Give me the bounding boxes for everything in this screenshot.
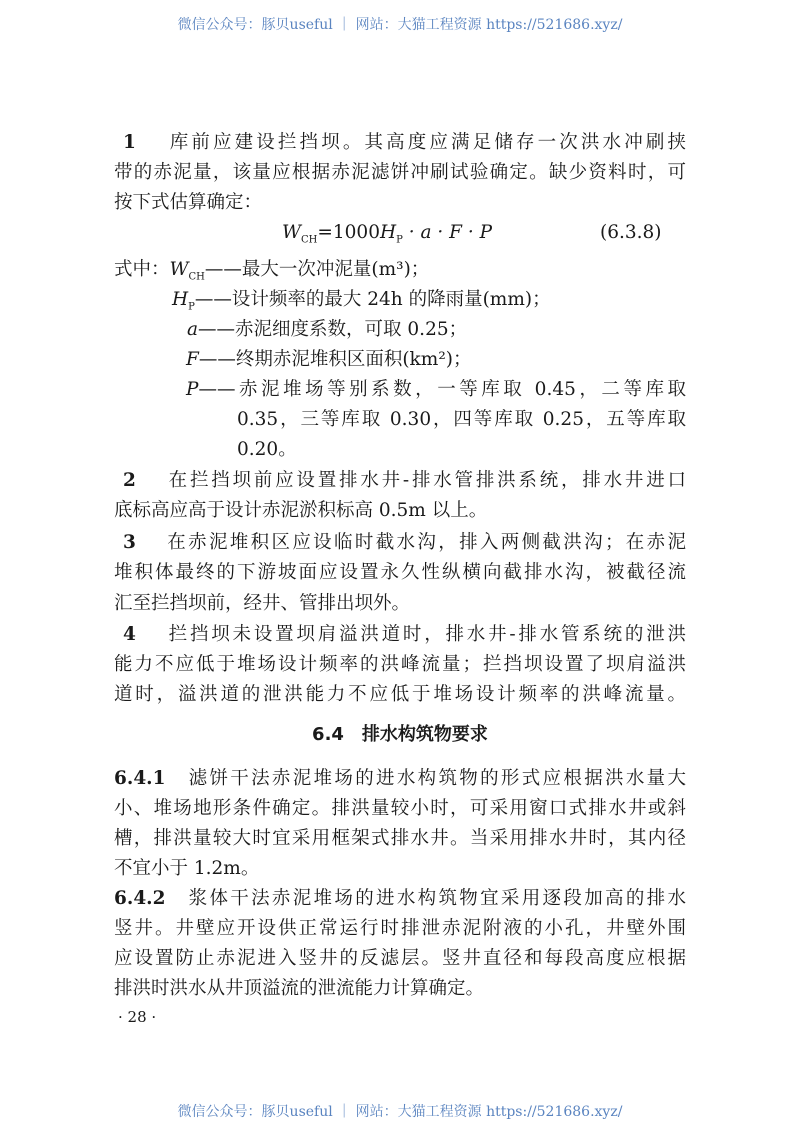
definition-a <box>187 315 587 345</box>
clause-4-line <box>123 620 686 650</box>
page-number: · 28 · <box>118 1008 157 1026</box>
text: ——赤泥堆场等别系数，一等库取 0.45，二等库取 <box>198 379 686 400</box>
clause-1-line: 带的赤泥量，该量应根据赤泥滤饼冲刷试验确定。缺少资料时，可 <box>114 162 686 183</box>
clause-6-4-2-line: 排洪时洪水从井顶溢流的泄流能力计算确定。 <box>114 978 485 999</box>
clause-number: 2 <box>123 470 136 491</box>
clause-1-line <box>123 128 686 158</box>
formula-symbol: F <box>186 349 199 370</box>
formula-number: (6.3.8) <box>600 222 662 243</box>
clause-2-line: 底标高应高于设计赤泥淤积标高 0.5m 以上。 <box>114 500 488 521</box>
formula-subscript: P <box>396 234 403 246</box>
clause-number: 6.4.2 <box>114 888 166 909</box>
formula <box>282 218 582 248</box>
formula-symbol: W <box>169 259 189 280</box>
clause-number: 1 <box>123 132 136 153</box>
formula-part: · a · F · P <box>408 222 493 243</box>
text: 库前应建设拦挡坝。其高度应满足储存一次洪水冲刷挟 <box>169 132 686 153</box>
footer-watermark: 微信公众号：豚贝useful ｜ 网站：大猫工程资源 https://521686.xyz/ <box>177 1104 623 1120</box>
definition-f <box>186 345 586 375</box>
clause-4-line: 道时，溢洪道的泄洪能力不应低于堆场设计频率的洪峰流量。 <box>114 684 686 705</box>
clause-6-4-2-line: 应设置防止赤泥进入竖井的反滤层。竖井直径和每段高度应根据 <box>114 948 686 969</box>
clause-number: 4 <box>123 624 136 645</box>
formula-subscript: CH <box>188 271 205 283</box>
formula-symbol: H <box>172 289 189 310</box>
definition-p-line: 0.20。 <box>237 439 297 460</box>
clause-6-4-2-line: 竖井。井壁应开设供正常运行时排泄赤泥附液的小孔，井壁外围 <box>114 918 686 939</box>
formula-subscript: CH <box>301 234 318 246</box>
clause-3-line: 堆积体最终的下游坡面应设置永久性纵横向截排水沟，被截径流 <box>114 562 686 583</box>
text: ——最大一次冲泥量(m³)； <box>204 259 430 280</box>
clause-6-4-1-line: 不宜小于 1.2m。 <box>114 858 260 879</box>
text: 式中： <box>114 259 170 280</box>
formula-symbol: H <box>379 222 397 243</box>
text: 浆体干法赤泥堆场的进水构筑物宜采用逐段加高的排水 <box>188 888 686 909</box>
text: ——终期赤泥堆积区面积(km²)； <box>198 349 472 370</box>
formula-subscript: P <box>188 301 195 313</box>
formula-symbol: a <box>187 319 199 340</box>
clause-3-line: 汇至拦挡坝前，经井、管排出坝外。 <box>114 593 411 614</box>
clause-6-4-1-line <box>114 764 686 794</box>
definition-p-line: 0.35，三等库取 0.30，四等库取 0.25，五等库取 <box>237 409 686 430</box>
definition-p <box>186 375 686 405</box>
definition-wch <box>114 255 686 285</box>
header-watermark: 微信公众号：豚贝useful ｜ 网站：大猫工程资源 https://521686.xyz/ <box>177 17 623 33</box>
clause-6-4-1-line: 小、堆场地形条件确定。排洪量较小时，可采用窗口式排水井或斜 <box>114 798 686 819</box>
clause-2-line <box>123 466 686 496</box>
formula-symbol: P <box>186 379 199 400</box>
section-heading: 6.4 排水构筑物要求 <box>312 724 488 745</box>
formula-part: =1000 <box>317 222 380 243</box>
text: 拦挡坝未设置坝肩溢洪道时，排水井-排水管系统的泄洪 <box>168 624 686 645</box>
clause-4-line: 能力不应低于堆场设计频率的洪峰流量；拦挡坝设置了坝肩溢洪 <box>114 654 686 675</box>
text: 滤饼干法赤泥堆场的进水构筑物的形式应根据洪水量大 <box>188 768 686 789</box>
definition-hp <box>172 285 672 315</box>
clause-6-4-1-line: 槽，排洪量较大时宜采用框架式排水井。当采用排水井时，其内径 <box>114 828 686 849</box>
text: ——设计频率的最大 24h 的降雨量(mm)； <box>194 289 551 310</box>
clause-6-4-2-line <box>114 884 686 914</box>
formula-symbol: W <box>282 222 302 243</box>
clause-3-line <box>123 528 686 558</box>
clause-number: 6.4.1 <box>114 768 166 789</box>
clause-1-line: 按下式估算确定： <box>114 192 263 213</box>
text: ——赤泥细度系数，可取 0.25； <box>198 319 468 340</box>
text: 在拦挡坝前应设置排水井-排水管排洪系统，排水井进口 <box>168 470 686 491</box>
clause-number: 3 <box>123 532 136 553</box>
text: 在赤泥堆积区应设临时截水沟，排入两侧截洪沟；在赤泥 <box>167 532 686 553</box>
